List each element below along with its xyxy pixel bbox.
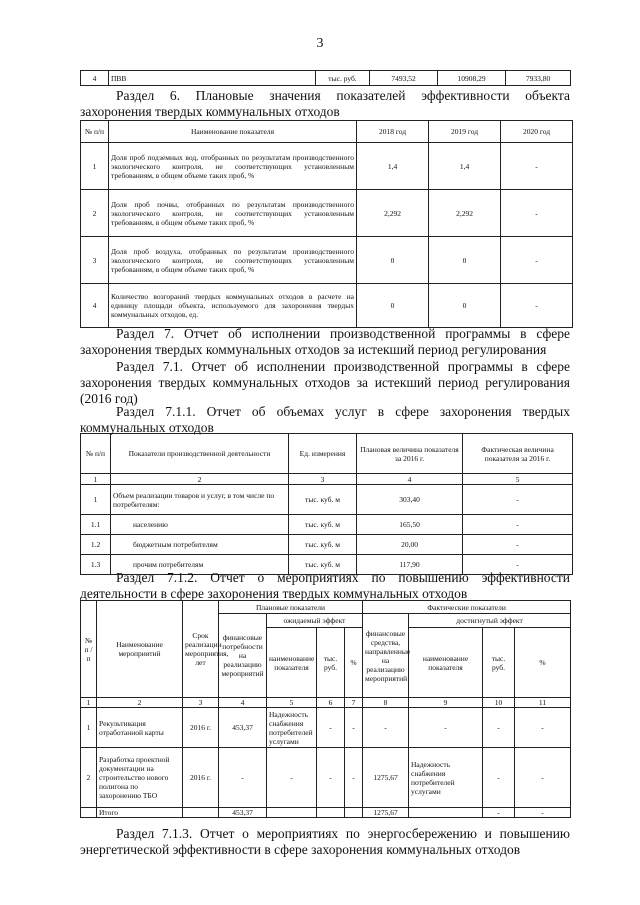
section713-title: Раздел 7.1.3. Отчет о мероприятиях по энергосбережению и повышению энергетической эффективности в сфере захоронения коммунальных отходов (80, 826, 570, 857)
cell: - (463, 555, 573, 575)
section71-title: Раздел 7.1. Отчет об исполнении производственной программы в сфере захоронения твердых коммунальных отходов за истекший период регулирования (2016 год) (80, 359, 570, 406)
section711-title: Раздел 7.1.1. Отчет об объемах услуг в сфере захоронения твердых коммунальных отходов (80, 404, 570, 435)
total-row (81, 808, 571, 818)
header-cell: % (345, 628, 363, 698)
col-number: 3 (289, 474, 357, 485)
cell: Доля проб воздуха, отобранных по результатам производственного экологического контроля, не соответствующих установленным требованиям, в общем объеме таких проб, % (109, 237, 357, 284)
cell: - (515, 748, 571, 808)
cell (183, 808, 219, 818)
cell: Доля проб почвы, отобранных по результатам производственного экологического контроля, не соответствующих установленным требованиям, в общем объеме таких проб, % (109, 190, 357, 237)
header-cell: 2019 год (429, 121, 501, 143)
cell: 2,292 (357, 190, 429, 237)
col-number: 4 (357, 474, 463, 485)
cell (267, 808, 317, 818)
table-row (81, 535, 573, 555)
cell: Объем реализации товаров и услуг, в том числе по потребителям: (111, 485, 289, 515)
cell: - (515, 708, 571, 748)
cell: 3 (81, 237, 109, 284)
cell: 2,292 (429, 190, 501, 237)
cell: 1.1 (81, 515, 111, 535)
cell: 453,37 (219, 708, 267, 748)
cell: 303,40 (357, 485, 463, 515)
header-cell: Ед. измерения (289, 434, 357, 474)
cell: тыс. куб. м (289, 515, 357, 535)
table-row (81, 237, 573, 284)
page-number: 3 (316, 36, 324, 51)
cell: 1 (81, 143, 109, 190)
header-cell: финансовые потребности на реализацию мероприятий (219, 614, 267, 698)
col-number: 1 (81, 474, 111, 485)
cell: - (363, 708, 409, 748)
header-cell: № п / п (81, 601, 97, 698)
cell: Итого (97, 808, 183, 818)
top-row-table (80, 70, 571, 86)
cell: тыс. куб. м (289, 535, 357, 555)
cell: 1275,67 (363, 748, 409, 808)
header-cell: Наименование показателя (109, 121, 357, 143)
cell: 1.3 (81, 555, 111, 575)
cell (81, 808, 97, 818)
table-row (81, 143, 573, 190)
cell (317, 808, 345, 818)
cell: 1.2 (81, 535, 111, 555)
cell: 10908,29 (438, 71, 506, 86)
col-number: 6 (317, 698, 345, 708)
col-number: 5 (463, 474, 573, 485)
cell: 2 (81, 190, 109, 237)
cell: 0 (357, 237, 429, 284)
cell: - (501, 284, 573, 328)
table-row (81, 284, 573, 328)
cell (409, 808, 483, 818)
cell: 2 (81, 748, 97, 808)
header-cell: Фактические показатели (363, 601, 571, 614)
col-number: 1 (81, 698, 97, 708)
table-row (81, 748, 571, 808)
header-cell: Плановые показатели (219, 601, 363, 614)
col-number: 7 (345, 698, 363, 708)
cell: 1275,67 (363, 808, 409, 818)
header-cell: финансовые средства, направленные на реализацию мероприятий (363, 614, 409, 698)
col-number: 2 (111, 474, 289, 485)
section712-table (80, 600, 571, 818)
cell: прочим потребителям (111, 555, 289, 575)
cell: 0 (429, 284, 501, 328)
cell: Разработка проектной документации на строительство нового полигона по захоронению ТБО (97, 748, 183, 808)
cell: тыс. куб. м (289, 485, 357, 515)
section6-table (80, 120, 573, 328)
cell (345, 808, 363, 818)
header-cell: 2020 год (501, 121, 573, 143)
cell: 4 (81, 284, 109, 328)
col-number: 4 (219, 698, 267, 708)
cell: - (267, 748, 317, 808)
cell: - (317, 748, 345, 808)
section7-title: Раздел 7. Отчет об исполнении производственной программы в сфере захоронения твердых коммунальных отходов за истекший период регулирования (80, 326, 570, 357)
table-row (81, 485, 573, 515)
col-number: 11 (515, 698, 571, 708)
cell: - (463, 535, 573, 555)
table-row (81, 190, 573, 237)
header-cell: Срок реализации мероприятия, лет (183, 601, 219, 698)
cell: Надежность снабжения потребителей услугами (267, 708, 317, 748)
header-cell: Наименование мероприятий (97, 601, 183, 698)
header-cell: тыс. руб. (317, 628, 345, 698)
cell: 1,4 (357, 143, 429, 190)
cell: - (317, 708, 345, 748)
cell: 4 (81, 71, 109, 86)
col-number: 2 (97, 698, 183, 708)
header-cell: тыс. руб. (483, 628, 515, 698)
header-cell: Показатели производственной деятельности (111, 434, 289, 474)
cell: - (515, 808, 571, 818)
cell: Доля проб подземных вод, отобранных по результатам производственного экологического контроля, не соответствующих установленным требованиям, в общем объеме таких проб, % (109, 143, 357, 190)
header-cell: наименование показателя (267, 628, 317, 698)
cell: 7933,80 (506, 71, 571, 86)
header-cell: ожидаемый эффект (267, 614, 363, 628)
cell: населению (111, 515, 289, 535)
col-number: 3 (183, 698, 219, 708)
header-cell: достигнутый эффект (409, 614, 571, 628)
cell: 0 (357, 284, 429, 328)
col-number: 10 (483, 698, 515, 708)
cell: - (463, 485, 573, 515)
cell: тыс. куб. м (289, 555, 357, 575)
col-number: 8 (363, 698, 409, 708)
cell: 1 (81, 485, 111, 515)
cell: Рекультивация отработанной карты (97, 708, 183, 748)
cell: - (483, 748, 515, 808)
cell: - (409, 708, 483, 748)
cell: - (483, 808, 515, 818)
cell: - (345, 708, 363, 748)
cell: 7493,52 (370, 71, 438, 86)
cell: Количество возгораний твердых коммунальных отходов в расчете на единицу площади объекта, используемого для захоронения твердых коммунальных отходов, ед. (109, 284, 357, 328)
cell: 1 (81, 708, 97, 748)
cell: - (501, 190, 573, 237)
header-cell: наименование показателя (409, 628, 483, 698)
cell: бюджетным потребителям (111, 535, 289, 555)
header-cell: % (515, 628, 571, 698)
header-cell: № п/п (81, 434, 111, 474)
cell: - (501, 143, 573, 190)
cell: - (219, 748, 267, 808)
cell: тыс. руб. (316, 71, 370, 86)
header-cell: Плановая величина показателя за 2016 г. (357, 434, 463, 474)
col-number: 9 (409, 698, 483, 708)
table-row (81, 515, 573, 535)
section6-title: Раздел 6. Плановые значения показателей эффективности объекта захоронения твердых коммунальных отходов (80, 88, 570, 119)
cell: 117,90 (357, 555, 463, 575)
cell: - (345, 748, 363, 808)
cell: - (463, 515, 573, 535)
cell: 20,00 (357, 535, 463, 555)
header-cell: № п/п (81, 121, 109, 143)
header-cell: Фактическая величина показателя за 2016 г. (463, 434, 573, 474)
col-number: 5 (267, 698, 317, 708)
cell: 453,37 (219, 808, 267, 818)
cell: 165,50 (357, 515, 463, 535)
cell: 0 (429, 237, 501, 284)
header-cell: 2018 год (357, 121, 429, 143)
section712-title: Раздел 7.1.2. Отчет о мероприятиях по повышению эффективности деятельности в сфере захоронения твердых коммунальных отходов (80, 570, 570, 601)
section711-table (80, 433, 573, 575)
cell: 2016 г. (183, 708, 219, 748)
cell: 1,4 (429, 143, 501, 190)
cell: - (501, 237, 573, 284)
cell: 2016 г. (183, 748, 219, 808)
table-row (81, 708, 571, 748)
cell: Надежность снабжения потребителей услугами (409, 748, 483, 808)
cell: ПВВ (109, 71, 316, 86)
cell: - (483, 708, 515, 748)
